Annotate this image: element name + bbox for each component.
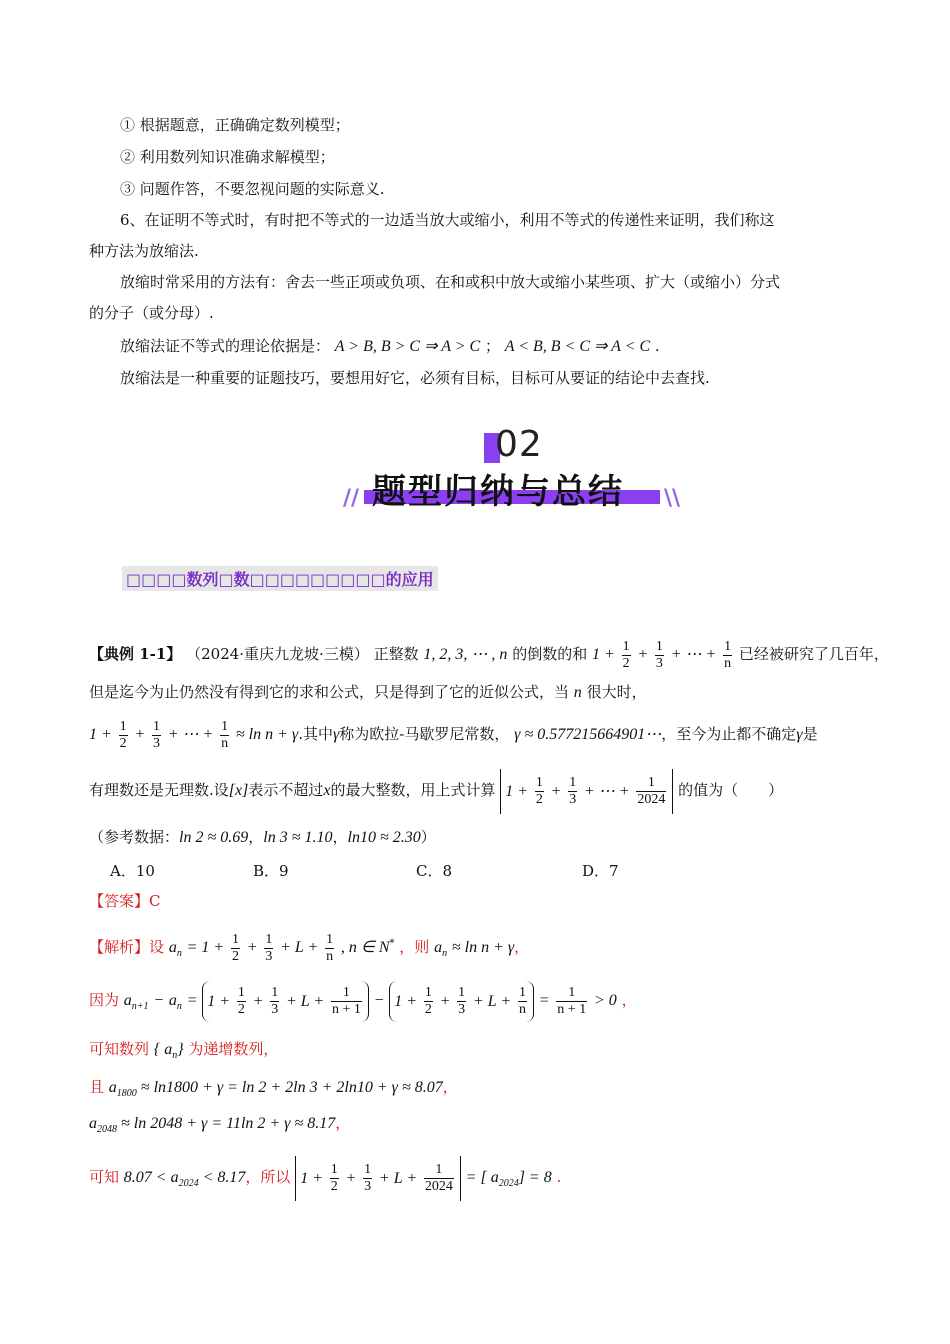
- section-title: 题型归纳与总结: [372, 472, 624, 512]
- fraction: [220, 719, 229, 752]
- math-term: +: [345, 1169, 357, 1187]
- analysis-text: 因为: [89, 991, 120, 1009]
- example-text: 但是迄今为止仍然没有得到它的求和公式，只是得到了它的近似公式，当: [89, 683, 570, 701]
- math-term: =: [186, 992, 198, 1009]
- choice-a[interactable]: A．10: [110, 862, 155, 880]
- topic-label: □□□□数列□数□□□□□□□□□的应用: [122, 566, 438, 591]
- example-text: 称为欧拉-马歇罗尼常数，: [339, 725, 510, 743]
- denominator: 2: [330, 1179, 338, 1194]
- example-text: ，至今为止都不确定: [661, 725, 797, 743]
- fraction: [723, 639, 732, 672]
- math-term: +: [246, 939, 258, 956]
- denominator: n: [724, 655, 732, 671]
- fraction: [457, 985, 466, 1018]
- math-term: 8.07 <: [123, 1169, 167, 1186]
- analysis-text: ，: [621, 991, 637, 1009]
- analysis-text: 且: [89, 1078, 105, 1096]
- math-term: + L +: [472, 992, 512, 1010]
- fraction: [636, 775, 666, 808]
- basis-end: .: [654, 337, 660, 355]
- numerator: 1: [364, 1162, 372, 1177]
- numerator: 1: [622, 638, 630, 654]
- math-var: x: [323, 782, 331, 799]
- fraction: [152, 719, 161, 752]
- basis-formula-1: A > B, B > C ⇒ A > C: [334, 338, 481, 355]
- analysis-text: ，: [335, 1114, 351, 1132]
- basis-label: 放缩法证不等式的理论依据是：: [120, 337, 331, 355]
- math-term: ≈ ln 2048 + γ = 11ln 2 + γ ≈ 8.17: [121, 1115, 336, 1132]
- answer-line: [89, 890, 161, 912]
- fraction: [363, 1162, 372, 1195]
- choice-b[interactable]: B．9: [253, 862, 289, 880]
- example-line2: [89, 681, 647, 704]
- subscript: n: [442, 948, 448, 959]
- subscript: 2024: [498, 1178, 519, 1189]
- analysis-text: ，则: [399, 938, 430, 956]
- ref-value: ln 2 ≈ 0.69: [179, 829, 249, 846]
- denominator: 2024: [637, 792, 666, 807]
- example-text: 的最大整数，用上式计算: [330, 781, 496, 799]
- an-definition: [168, 931, 399, 964]
- an-approx: [434, 938, 515, 959]
- basis-formula-2: A < B, B < C ⇒ A < C: [504, 338, 651, 355]
- math-var: a: [123, 992, 132, 1009]
- math-term: 1 +: [394, 992, 418, 1010]
- analysis-text: 可知: [89, 1168, 120, 1186]
- final-expr: [295, 1162, 556, 1194]
- math-var: a: [168, 939, 177, 956]
- math-term: ≈ ln n + γ: [451, 939, 515, 956]
- fraction: [535, 775, 544, 808]
- math-term: = [ a: [465, 1169, 499, 1186]
- denominator: 3: [569, 792, 577, 807]
- math-term: = 1 +: [186, 939, 225, 956]
- approx-formula: ≈ ln n + γ: [235, 726, 299, 743]
- numerator: 1: [231, 931, 239, 947]
- subscript: n+1: [131, 1001, 149, 1012]
- step-3: ③ 问题作答，不要忽视问题的实际意义.: [120, 180, 385, 198]
- example-text: 表示不超过: [248, 781, 324, 799]
- math-term: +: [550, 782, 562, 800]
- math-term: +: [439, 992, 451, 1010]
- math-term: < 8.17: [202, 1169, 246, 1186]
- superscript: *: [389, 938, 395, 949]
- denominator: 3: [655, 655, 663, 671]
- math-term: + ⋯ +: [167, 726, 214, 743]
- basis-line: [120, 335, 660, 358]
- fraction: [325, 932, 334, 965]
- math-var: γ: [332, 726, 340, 743]
- math-term: + L +: [285, 992, 325, 1010]
- analysis-text: 为递增数列，: [188, 1040, 279, 1058]
- denominator: 2: [237, 1002, 245, 1017]
- math-var: n: [573, 684, 582, 701]
- example-text: 正整数: [373, 645, 419, 663]
- numerator: 1: [119, 718, 127, 734]
- analysis-text: ，所以: [245, 1168, 291, 1186]
- subscript: n: [176, 948, 182, 959]
- numerator: 1: [152, 718, 160, 734]
- denominator: 3: [364, 1179, 372, 1194]
- math-term: { a: [153, 1041, 173, 1058]
- math-var: a: [108, 1079, 117, 1096]
- example-line1: [89, 636, 889, 673]
- denominator: n + 1: [557, 1001, 587, 1017]
- numerator: 1: [655, 638, 663, 654]
- math-term: ≈ ln1800 + γ = ln 2 + 2ln 3 + 2ln10 + γ ≈ 8.07: [140, 1079, 443, 1096]
- denominator: 3: [265, 948, 273, 964]
- numerator: 1: [518, 985, 526, 1000]
- example-text: 有理数还是无理数.设: [89, 781, 229, 799]
- example-text: ）: [420, 828, 436, 846]
- example-text: 是: [802, 725, 818, 743]
- methods-line1: 放缩时常采用的方法有：舍去一些正项或负项、在和或积中放大或缩小某些项、扩大（或缩小）分式: [120, 273, 781, 291]
- math-term: 1 +: [300, 1169, 323, 1187]
- math-var: a: [170, 1169, 179, 1186]
- math-term: }: [177, 1041, 184, 1058]
- math-var: [x]: [228, 782, 249, 799]
- numerator: 1: [556, 985, 587, 1002]
- fraction: [264, 932, 273, 965]
- math-term: +: [134, 726, 146, 743]
- step-1: ① 根据题意，正确确定数列模型；: [120, 116, 350, 134]
- math-term: =: [538, 992, 550, 1009]
- analysis-label: 【解析】: [89, 938, 150, 956]
- a2048-expr: [89, 1115, 336, 1136]
- paren-group: [202, 981, 369, 1022]
- math-term: + ⋯ +: [583, 782, 630, 800]
- example-text: 已经被研究了几百年，: [738, 645, 889, 663]
- section-number: 02: [495, 424, 543, 465]
- math-term: −: [153, 992, 165, 1009]
- math-term: 1 +: [505, 782, 529, 800]
- math-term: + ⋯ +: [670, 646, 717, 663]
- example-line4: [89, 768, 783, 814]
- denominator: 2: [231, 948, 239, 964]
- math-term: +: [252, 992, 264, 1010]
- math-term: +: [637, 646, 649, 663]
- choice-d[interactable]: D．7: [582, 862, 619, 880]
- denominator: 2024: [424, 1179, 453, 1194]
- floor-bracket: [500, 769, 673, 814]
- floor-bracket: [295, 1156, 461, 1201]
- analysis-text: ，: [514, 938, 530, 956]
- denominator: 3: [271, 1002, 279, 1017]
- math-term: 1 +: [207, 992, 231, 1010]
- denominator: 2: [424, 1002, 432, 1017]
- decor-slash-left: //: [343, 486, 360, 511]
- ref-value: ln 3 ≈ 1.10: [263, 829, 333, 846]
- fraction: [518, 985, 527, 1018]
- example-line3: [89, 716, 818, 753]
- numerator: 1: [724, 638, 732, 654]
- fraction: [622, 639, 631, 672]
- analysis-text: 设: [149, 938, 165, 956]
- a1800-expr: [108, 1079, 443, 1100]
- para6-line2: 种方法为放缩法.: [89, 242, 199, 260]
- ref-value: ln10 ≈ 2.30: [347, 829, 421, 846]
- reference-data: [89, 826, 436, 849]
- subscript: n: [172, 1050, 178, 1062]
- analysis-line2: [89, 980, 637, 1027]
- analysis-line3: [89, 1038, 278, 1067]
- math-term: , n ∈ N: [340, 939, 390, 956]
- tip-line: 放缩法是一种重要的证题技巧，要想用好它，必须有目标，目标可从要证的结论中去查找.: [120, 369, 710, 387]
- sequence-notation: [153, 1041, 184, 1062]
- numerator: 1: [636, 775, 666, 792]
- basis-separator: ；: [484, 337, 500, 355]
- analysis-line5: [89, 1112, 350, 1141]
- analysis-line6: [89, 1155, 561, 1206]
- math-term: 1 +: [89, 726, 112, 743]
- denominator: n: [518, 1002, 526, 1017]
- math-term: 1 +: [591, 646, 615, 663]
- math-term: + L +: [378, 1169, 418, 1187]
- fraction: [424, 985, 433, 1018]
- denominator: n + 1: [331, 1002, 361, 1017]
- analysis-line4: [89, 1076, 458, 1105]
- example-text: 很大时，: [586, 683, 647, 701]
- subscript: n: [176, 1001, 182, 1012]
- numerator: 1: [569, 775, 577, 790]
- analysis-text: ，: [442, 1078, 458, 1096]
- denominator: 2: [119, 735, 127, 751]
- numerator: 1: [271, 985, 279, 1000]
- math-term: + L +: [280, 939, 319, 956]
- numerator: 1: [458, 985, 466, 1000]
- sequence-expr: 1, 2, 3, ⋯ , n: [423, 646, 508, 663]
- analysis-text: .: [556, 1168, 562, 1186]
- math-term: > 0: [593, 992, 617, 1009]
- difference-expr: [123, 984, 622, 1017]
- math-var: a: [168, 992, 177, 1009]
- subscript: 2048: [97, 1124, 117, 1136]
- fraction: [568, 775, 577, 808]
- example-text: 的值为（ ）: [678, 781, 784, 799]
- numerator: 1: [265, 931, 273, 947]
- separator: ，: [332, 828, 348, 846]
- step-2: ② 利用数列知识准确求解模型；: [120, 148, 335, 166]
- subscript: 2024: [178, 1178, 199, 1190]
- math-term: ] = 8: [518, 1169, 552, 1186]
- numerator: 1: [331, 985, 362, 1002]
- fraction: [330, 1162, 339, 1195]
- fraction: [231, 932, 240, 965]
- fraction: [237, 985, 246, 1018]
- example-text: 的倒数的和: [512, 645, 588, 663]
- denominator: 2: [622, 655, 630, 671]
- fraction: [331, 985, 362, 1018]
- numerator: 1: [535, 775, 543, 790]
- fraction: [655, 639, 664, 672]
- denominator: n: [326, 948, 334, 964]
- gamma-value: γ ≈ 0.577215664901⋯: [514, 726, 662, 743]
- math-term: −: [373, 992, 385, 1009]
- paren-group: [389, 981, 534, 1022]
- numerator: 1: [330, 1162, 338, 1177]
- denominator: 3: [152, 735, 160, 751]
- subscript: 1800: [116, 1088, 137, 1100]
- para6-line1: 6、在证明不等式时，有时把不等式的一边适当放大或缩小，利用不等式的传递性来证明，我们称这: [120, 211, 775, 229]
- math-var: a: [434, 939, 443, 956]
- numerator: 1: [424, 985, 432, 1000]
- denominator: n: [221, 735, 229, 751]
- numerator: 1: [237, 985, 245, 1000]
- fraction: [270, 985, 279, 1018]
- choice-c[interactable]: C．8: [416, 862, 453, 880]
- numerator: 1: [326, 931, 334, 947]
- analysis-text: 可知数列: [89, 1040, 150, 1058]
- example-tag: 【典例 1-1】: [89, 645, 182, 663]
- methods-line2: 的分子（或分母）.: [89, 304, 214, 322]
- answer-value: C: [149, 892, 161, 910]
- example-text: .其中: [298, 725, 333, 743]
- answer-label: 【答案】: [89, 892, 150, 910]
- example-source: （2024·重庆九龙坡·三模）: [186, 645, 369, 663]
- bound-expr: [123, 1169, 246, 1190]
- math-var: γ: [796, 726, 803, 743]
- fraction: [119, 719, 128, 752]
- denominator: 3: [458, 1002, 466, 1017]
- analysis-line1: [89, 926, 529, 972]
- numerator: 1: [221, 718, 229, 734]
- fraction: [556, 985, 587, 1018]
- denominator: 2: [535, 792, 543, 807]
- example-text: （参考数据：: [89, 828, 180, 846]
- separator: ，: [248, 828, 264, 846]
- numerator: 1: [424, 1162, 454, 1179]
- math-var: a: [89, 1115, 97, 1132]
- decor-slash-right: \\: [664, 486, 681, 511]
- fraction: [424, 1162, 454, 1195]
